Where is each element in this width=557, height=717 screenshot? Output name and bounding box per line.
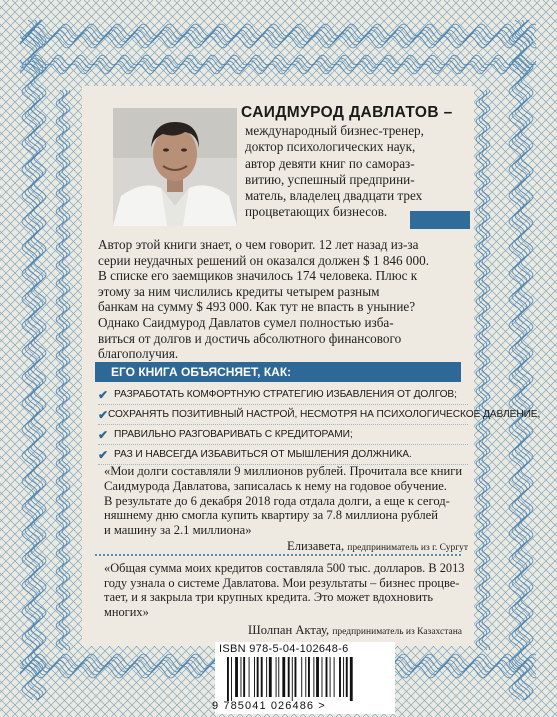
- bio-line: доктор психологических наук,: [245, 139, 416, 155]
- bio-line: процветающих бизнесов.: [245, 204, 388, 220]
- list-item-text: РАЗРАБОТАТЬ КОМФОРТНУЮ СТРАТЕГИЮ ИЗБАВЛЕНИЯ ОТ ДОЛГОВ;: [114, 389, 457, 400]
- testimonial-quote: [104, 561, 465, 619]
- about-line: банкам на сумму $ 493 000. Как тут не впасть в уныние?: [98, 299, 416, 315]
- quote-line: тает, и я закрыла три крупных кредита. Это может вдохновить: [104, 590, 434, 605]
- about-line: В списке его заемщиков значилось 174 человека. Плюс к: [98, 268, 418, 284]
- testimonial-signature: [287, 539, 468, 554]
- checkmark-icon: ✔: [98, 427, 108, 442]
- explains-list: [98, 385, 541, 465]
- testimonial-quote: [104, 464, 463, 538]
- quote-line: няшнему дню смогла купить квартиру за 7.8 миллиона рублей: [104, 508, 438, 523]
- author-bio: [245, 123, 467, 221]
- quote-line: «Общая сумма моих кредитов составляла 500 тыс. долларов. В 2013: [104, 561, 465, 575]
- checkmark-icon: ✔: [98, 387, 108, 402]
- about-line: благополучия.: [98, 346, 179, 362]
- checkmark-icon: ✔: [98, 447, 108, 462]
- bio-line: автор девяти книг по саморaз-: [245, 155, 415, 171]
- quote-line: многих»: [104, 604, 149, 619]
- quote-line: и машину за 2.1 миллиона»: [104, 523, 252, 538]
- author-name: САИДМУРОД ДАВЛАТОВ –: [241, 104, 453, 121]
- testimonial-author: Шолпан Актау,: [248, 623, 330, 637]
- bio-line: международный бизнес-тренер,: [245, 123, 424, 138]
- list-item: [98, 385, 468, 405]
- list-item-text: РАЗ И НАВСЕГДА ИЗБАВИТЬСЯ ОТ МЫШЛЕНИЯ ДОЛЖНИКА.: [114, 449, 412, 460]
- testimonial-author-role: предприниматель из г. Сургут: [347, 543, 469, 553]
- quote-line: году узнала о системе Давлатова. Мои результаты – бизнес процве-: [104, 575, 460, 590]
- barcode-digits: 9 785041 026486 >: [212, 700, 326, 712]
- isbn-text: ISBN 978-5-04-102648-6: [219, 643, 349, 655]
- accent-bar: [410, 211, 470, 229]
- list-item: [98, 445, 468, 465]
- checkmark-icon: ✔: [98, 407, 108, 422]
- list-item: [98, 425, 468, 445]
- testimonial-author: Елизавета,: [287, 539, 345, 553]
- testimonial-signature: [248, 623, 462, 638]
- about-paragraph: [98, 237, 460, 362]
- about-line: этому за ним числились кредиты четырем разным: [98, 283, 380, 299]
- explains-heading: ЕГО КНИГА ОБЪЯСНЯЕТ, КАК:: [95, 362, 461, 382]
- bio-line: витию, успешный предприни-: [245, 171, 415, 187]
- list-item-text: СОХРАНЯТЬ ПОЗИТИВНЫЙ НАСТРОЙ, НЕСМОТРЯ НА ПСИХОЛОГИЧЕСКОЕ ДАВЛЕНИЕ;: [107, 409, 541, 420]
- quote-line: Саидмурода Давлатова, записалась к нему на годовое обучение.: [104, 478, 447, 493]
- about-line: виться от долгов и достичь абсолютного финансового: [98, 330, 402, 346]
- author-photo: [113, 108, 237, 226]
- quote-line: «Мои долги составляли 9 миллионов рублей. Прочитала все книги: [104, 464, 463, 478]
- dotted-divider: [95, 554, 461, 556]
- about-line: Автор этой книги знает, о чем говорит. 12 лет назад из-за: [98, 237, 419, 252]
- bio-line: матель, владелец двадцати трех: [245, 188, 423, 204]
- list-item-text: ПРАВИЛЬНО РАЗГОВАРИВАТЬ С КРЕДИТОРАМИ;: [114, 429, 353, 440]
- testimonial-author-role: предприниматель из Казахстана: [332, 627, 463, 637]
- barcode-icon: [225, 657, 385, 701]
- list-item: [98, 405, 541, 425]
- about-line: серии неудачных решений он оказался должен $ 1 846 000.: [98, 252, 429, 268]
- quote-line: В результате до 6 декабря 2018 года отдала долги, а еще к сегод-: [104, 493, 450, 508]
- about-line: Однако Саидмурод Давлатов сумел полностью изба-: [98, 314, 394, 330]
